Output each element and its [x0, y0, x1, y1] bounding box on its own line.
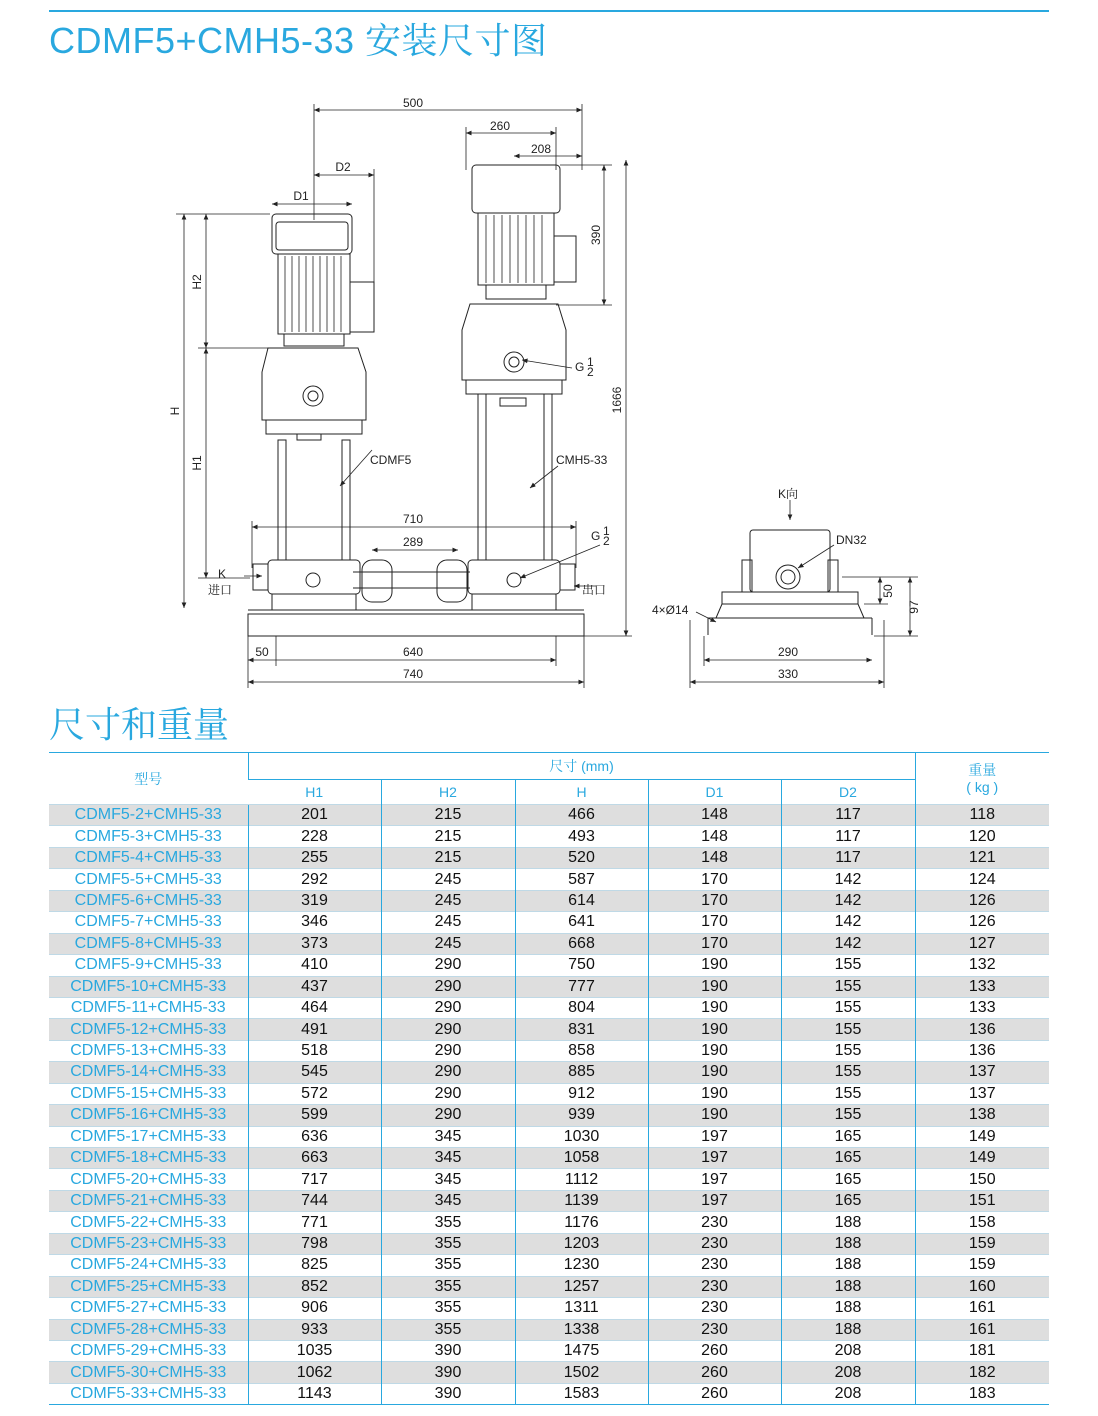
value-cell: 230 [648, 1276, 781, 1297]
value-cell: 636 [248, 1126, 381, 1147]
value-cell: 165 [781, 1190, 915, 1211]
value-cell: 771 [248, 1212, 381, 1233]
value-cell: 228 [248, 826, 381, 847]
value-cell: 170 [648, 869, 781, 890]
value-cell: 933 [248, 1319, 381, 1340]
value-cell: 668 [515, 933, 648, 954]
value-cell: 142 [781, 890, 915, 911]
value-cell: 215 [381, 805, 515, 826]
value-cell: 939 [515, 1105, 648, 1126]
value-cell: 170 [648, 912, 781, 933]
table-row [49, 1105, 1049, 1126]
value-cell: 137 [915, 1083, 1049, 1104]
value-cell: 190 [648, 1040, 781, 1061]
value-cell: 155 [781, 997, 915, 1018]
value-cell: 1030 [515, 1126, 648, 1147]
value-cell: 255 [248, 847, 381, 868]
dim-640: 640 [402, 645, 424, 659]
value-cell: 245 [381, 912, 515, 933]
value-cell: 155 [781, 1019, 915, 1040]
table-row [49, 890, 1049, 911]
label-cdmf5: CDMF5 [370, 453, 412, 467]
value-cell: 599 [248, 1105, 381, 1126]
dim-50-base: 50 [255, 645, 269, 659]
value-cell: 290 [381, 1062, 515, 1083]
value-cell: 1062 [248, 1362, 381, 1383]
model-cell: CDMF5-25+CMH5-33 [49, 1276, 248, 1297]
dim-208: 208 [530, 142, 552, 156]
value-cell: 230 [648, 1319, 781, 1340]
value-cell: 182 [915, 1362, 1049, 1383]
value-cell: 798 [248, 1233, 381, 1254]
table-row [49, 1362, 1049, 1383]
value-cell: 165 [781, 1169, 915, 1190]
model-cell: CDMF5-9+CMH5-33 [49, 955, 248, 976]
value-cell: 345 [381, 1190, 515, 1211]
model-cell: CDMF5-28+CMH5-33 [49, 1319, 248, 1340]
dim-1666: 1666 [610, 386, 624, 414]
model-cell: CDMF5-3+CMH5-33 [49, 826, 248, 847]
value-cell: 355 [381, 1233, 515, 1254]
value-cell: 825 [248, 1255, 381, 1276]
value-cell: 190 [648, 1019, 781, 1040]
value-cell: 121 [915, 847, 1049, 868]
table-row [49, 1148, 1049, 1169]
value-cell: 912 [515, 1083, 648, 1104]
value-cell: 201 [248, 805, 381, 826]
label-h: H [168, 406, 182, 416]
gauge-top-numerator: 1 [587, 355, 594, 369]
size-weight-table [49, 752, 1049, 1405]
table-row [49, 955, 1049, 976]
label-cmh5-33: CMH5-33 [556, 453, 608, 467]
value-cell: 1583 [515, 1383, 648, 1404]
value-cell: 260 [648, 1362, 781, 1383]
value-cell: 137 [915, 1062, 1049, 1083]
value-cell: 290 [381, 955, 515, 976]
value-cell: 346 [248, 912, 381, 933]
value-cell: 190 [648, 955, 781, 976]
model-cell: CDMF5-22+CMH5-33 [49, 1212, 248, 1233]
dim-390: 390 [589, 224, 603, 246]
gauge-top-denominator: 2 [587, 365, 594, 379]
value-cell: 197 [648, 1148, 781, 1169]
value-cell: 117 [781, 826, 915, 847]
value-cell: 190 [648, 976, 781, 997]
value-cell: 188 [781, 1319, 915, 1340]
value-cell: 215 [381, 826, 515, 847]
manifold-and-base [248, 560, 584, 636]
model-cell: CDMF5-7+CMH5-33 [49, 912, 248, 933]
value-cell: 906 [248, 1298, 381, 1319]
value-cell: 142 [781, 933, 915, 954]
model-cell: CDMF5-30+CMH5-33 [49, 1362, 248, 1383]
value-cell: 1143 [248, 1383, 381, 1404]
value-cell: 292 [248, 869, 381, 890]
value-cell: 831 [515, 1019, 648, 1040]
value-cell: 245 [381, 869, 515, 890]
value-cell: 158 [915, 1212, 1049, 1233]
value-cell: 464 [248, 997, 381, 1018]
table-row [49, 826, 1049, 847]
value-cell: 1139 [515, 1190, 648, 1211]
table-row [49, 912, 1049, 933]
value-cell: 520 [515, 847, 648, 868]
top-rule [49, 10, 1049, 12]
k-dim-330: 330 [777, 667, 799, 681]
k-view-title: K向 [777, 487, 799, 501]
value-cell: 1311 [515, 1298, 648, 1319]
value-cell: 155 [781, 955, 915, 976]
value-cell: 117 [781, 847, 915, 868]
header-weight [915, 753, 1049, 805]
header-d1: D1 [648, 780, 781, 805]
dim-289: 289 [402, 535, 424, 549]
value-cell: 188 [781, 1212, 915, 1233]
value-cell: 1203 [515, 1233, 648, 1254]
table-row [49, 1233, 1049, 1254]
model-cell: CDMF5-2+CMH5-33 [49, 805, 248, 826]
value-cell: 197 [648, 1190, 781, 1211]
value-cell: 750 [515, 955, 648, 976]
value-cell: 148 [648, 847, 781, 868]
cdmf5-pump [253, 214, 374, 610]
value-cell: 208 [781, 1362, 915, 1383]
value-cell: 155 [781, 1105, 915, 1126]
value-cell: 190 [648, 1105, 781, 1126]
k-view-dn32: DN32 [836, 533, 867, 547]
value-cell: 614 [515, 890, 648, 911]
value-cell: 151 [915, 1190, 1049, 1211]
value-cell: 493 [515, 826, 648, 847]
value-cell: 208 [781, 1340, 915, 1361]
value-cell: 373 [248, 933, 381, 954]
value-cell: 230 [648, 1233, 781, 1254]
k-dim-50: 50 [881, 584, 895, 598]
table-row [49, 1383, 1049, 1404]
value-cell: 124 [915, 869, 1049, 890]
value-cell: 127 [915, 933, 1049, 954]
value-cell: 136 [915, 1040, 1049, 1061]
model-cell: CDMF5-27+CMH5-33 [49, 1298, 248, 1319]
table-row [49, 1062, 1049, 1083]
value-cell: 290 [381, 997, 515, 1018]
k-dim-290: 290 [777, 645, 799, 659]
table-body [49, 805, 1049, 1405]
value-cell: 150 [915, 1169, 1049, 1190]
value-cell: 390 [381, 1362, 515, 1383]
model-cell: CDMF5-24+CMH5-33 [49, 1255, 248, 1276]
value-cell: 155 [781, 1083, 915, 1104]
value-cell: 290 [381, 1083, 515, 1104]
value-cell: 804 [515, 997, 648, 1018]
model-cell: CDMF5-16+CMH5-33 [49, 1105, 248, 1126]
gauge-bottom-denominator: 2 [603, 534, 610, 548]
model-cell: CDMF5-11+CMH5-33 [49, 997, 248, 1018]
value-cell: 126 [915, 890, 1049, 911]
model-cell: CDMF5-15+CMH5-33 [49, 1083, 248, 1104]
value-cell: 260 [648, 1383, 781, 1404]
dim-740: 740 [402, 667, 424, 681]
model-cell: CDMF5-6+CMH5-33 [49, 890, 248, 911]
value-cell: 410 [248, 955, 381, 976]
dim-d2: D2 [335, 160, 351, 174]
model-cell: CDMF5-18+CMH5-33 [49, 1148, 248, 1169]
header-h1: H1 [248, 780, 381, 805]
value-cell: 355 [381, 1319, 515, 1340]
header-h2: H2 [381, 780, 515, 805]
value-cell: 1176 [515, 1212, 648, 1233]
value-cell: 663 [248, 1148, 381, 1169]
k-dim-97: 97 [907, 600, 921, 614]
value-cell: 148 [648, 805, 781, 826]
value-cell: 148 [648, 826, 781, 847]
value-cell: 355 [381, 1255, 515, 1276]
table-row [49, 1083, 1049, 1104]
value-cell: 1058 [515, 1148, 648, 1169]
table-row [49, 805, 1049, 826]
value-cell: 170 [648, 890, 781, 911]
header-model: 型号 [49, 753, 248, 805]
value-cell: 161 [915, 1298, 1049, 1319]
table-row [49, 933, 1049, 954]
value-cell: 208 [781, 1383, 915, 1404]
value-cell: 290 [381, 1019, 515, 1040]
dim-d1: D1 [293, 189, 309, 203]
label-inlet: 进口 [208, 583, 233, 597]
value-cell: 165 [781, 1126, 915, 1147]
model-cell: CDMF5-5+CMH5-33 [49, 869, 248, 890]
value-cell: 132 [915, 955, 1049, 976]
value-cell: 1112 [515, 1169, 648, 1190]
value-cell: 183 [915, 1383, 1049, 1404]
table-row [49, 1340, 1049, 1361]
label-h1: H1 [190, 455, 204, 471]
value-cell: 545 [248, 1062, 381, 1083]
value-cell: 155 [781, 976, 915, 997]
value-cell: 345 [381, 1169, 515, 1190]
table-row [49, 1298, 1049, 1319]
label-k: K [218, 567, 227, 581]
value-cell: 149 [915, 1126, 1049, 1147]
value-cell: 188 [781, 1298, 915, 1319]
model-cell: CDMF5-29+CMH5-33 [49, 1340, 248, 1361]
table-row [49, 1319, 1049, 1340]
table-row [49, 1276, 1049, 1297]
value-cell: 230 [648, 1212, 781, 1233]
model-cell: CDMF5-21+CMH5-33 [49, 1190, 248, 1211]
value-cell: 230 [648, 1298, 781, 1319]
value-cell: 587 [515, 869, 648, 890]
value-cell: 190 [648, 1062, 781, 1083]
value-cell: 188 [781, 1255, 915, 1276]
value-cell: 1502 [515, 1362, 648, 1383]
header-d2: D2 [781, 780, 915, 805]
model-cell: CDMF5-20+CMH5-33 [49, 1169, 248, 1190]
dim-710: 710 [402, 512, 424, 526]
page-title: CDMF5+CMH5-33 安装尺寸图 [49, 20, 548, 61]
value-cell: 159 [915, 1255, 1049, 1276]
value-cell: 161 [915, 1319, 1049, 1340]
section-title: 尺寸和重量 [49, 705, 230, 746]
model-cell: CDMF5-8+CMH5-33 [49, 933, 248, 954]
model-cell: CDMF5-4+CMH5-33 [49, 847, 248, 868]
model-cell: CDMF5-12+CMH5-33 [49, 1019, 248, 1040]
value-cell: 197 [648, 1169, 781, 1190]
value-cell: 717 [248, 1169, 381, 1190]
value-cell: 1475 [515, 1340, 648, 1361]
value-cell: 245 [381, 890, 515, 911]
value-cell: 188 [781, 1276, 915, 1297]
model-cell: CDMF5-13+CMH5-33 [49, 1040, 248, 1061]
value-cell: 136 [915, 1019, 1049, 1040]
value-cell: 188 [781, 1233, 915, 1254]
value-cell: 885 [515, 1062, 648, 1083]
table-row [49, 1126, 1049, 1147]
table-row [49, 976, 1049, 997]
value-cell: 491 [248, 1019, 381, 1040]
value-cell: 126 [915, 912, 1049, 933]
value-cell: 190 [648, 997, 781, 1018]
value-cell: 133 [915, 976, 1049, 997]
header-size-group: 尺寸 (mm) [248, 753, 915, 780]
value-cell: 160 [915, 1276, 1049, 1297]
value-cell: 466 [515, 805, 648, 826]
value-cell: 170 [648, 933, 781, 954]
value-cell: 744 [248, 1190, 381, 1211]
value-cell: 118 [915, 805, 1049, 826]
value-cell: 155 [781, 1062, 915, 1083]
table-row [49, 1212, 1049, 1233]
header-weight-line2: ( kg ) [966, 778, 999, 795]
value-cell: 120 [915, 826, 1049, 847]
table-row [49, 1190, 1049, 1211]
model-cell: CDMF5-17+CMH5-33 [49, 1126, 248, 1147]
value-cell: 355 [381, 1212, 515, 1233]
table-row [49, 869, 1049, 890]
model-cell: CDMF5-33+CMH5-33 [49, 1383, 248, 1404]
value-cell: 345 [381, 1126, 515, 1147]
table-row [49, 847, 1049, 868]
value-cell: 197 [648, 1126, 781, 1147]
value-cell: 1035 [248, 1340, 381, 1361]
value-cell: 290 [381, 1040, 515, 1061]
value-cell: 260 [648, 1340, 781, 1361]
model-cell: CDMF5-14+CMH5-33 [49, 1062, 248, 1083]
value-cell: 345 [381, 1148, 515, 1169]
table-row [49, 1019, 1049, 1040]
value-cell: 159 [915, 1233, 1049, 1254]
label-h2: H2 [190, 274, 204, 290]
value-cell: 852 [248, 1276, 381, 1297]
value-cell: 138 [915, 1105, 1049, 1126]
dim-500: 500 [402, 96, 424, 110]
value-cell: 1338 [515, 1319, 648, 1340]
value-cell: 641 [515, 912, 648, 933]
model-cell: CDMF5-23+CMH5-33 [49, 1233, 248, 1254]
dim-260: 260 [489, 119, 511, 133]
value-cell: 390 [381, 1383, 515, 1404]
value-cell: 117 [781, 805, 915, 826]
gauge-bottom-numerator: 1 [603, 524, 610, 538]
table-row [49, 997, 1049, 1018]
label-gauge-bottom: G [591, 529, 601, 543]
installation-dimension-drawing [150, 88, 950, 693]
value-cell: 142 [781, 912, 915, 933]
value-cell: 181 [915, 1340, 1049, 1361]
value-cell: 355 [381, 1276, 515, 1297]
dimension-lines [176, 104, 632, 688]
value-cell: 572 [248, 1083, 381, 1104]
table-row [49, 1169, 1049, 1190]
value-cell: 190 [648, 1083, 781, 1104]
label-outlet: 出口 [582, 583, 607, 597]
value-cell: 1257 [515, 1276, 648, 1297]
k-view-holes: 4×Ø14 [652, 603, 689, 617]
value-cell: 165 [781, 1148, 915, 1169]
value-cell: 142 [781, 869, 915, 890]
table-row [49, 1040, 1049, 1061]
value-cell: 133 [915, 997, 1049, 1018]
value-cell: 355 [381, 1298, 515, 1319]
model-cell: CDMF5-10+CMH5-33 [49, 976, 248, 997]
value-cell: 230 [648, 1255, 781, 1276]
value-cell: 149 [915, 1148, 1049, 1169]
value-cell: 290 [381, 976, 515, 997]
value-cell: 319 [248, 890, 381, 911]
value-cell: 858 [515, 1040, 648, 1061]
header-h: H [515, 780, 648, 805]
label-gauge-top: G [575, 360, 585, 374]
value-cell: 777 [515, 976, 648, 997]
value-cell: 155 [781, 1040, 915, 1061]
table-row [49, 1255, 1049, 1276]
value-cell: 1230 [515, 1255, 648, 1276]
value-cell: 390 [381, 1340, 515, 1361]
value-cell: 215 [381, 847, 515, 868]
value-cell: 245 [381, 933, 515, 954]
value-cell: 290 [381, 1105, 515, 1126]
value-cell: 437 [248, 976, 381, 997]
value-cell: 518 [248, 1040, 381, 1061]
header-weight-line1: 重量 [968, 761, 997, 778]
cmh5-33-pump [462, 165, 576, 610]
